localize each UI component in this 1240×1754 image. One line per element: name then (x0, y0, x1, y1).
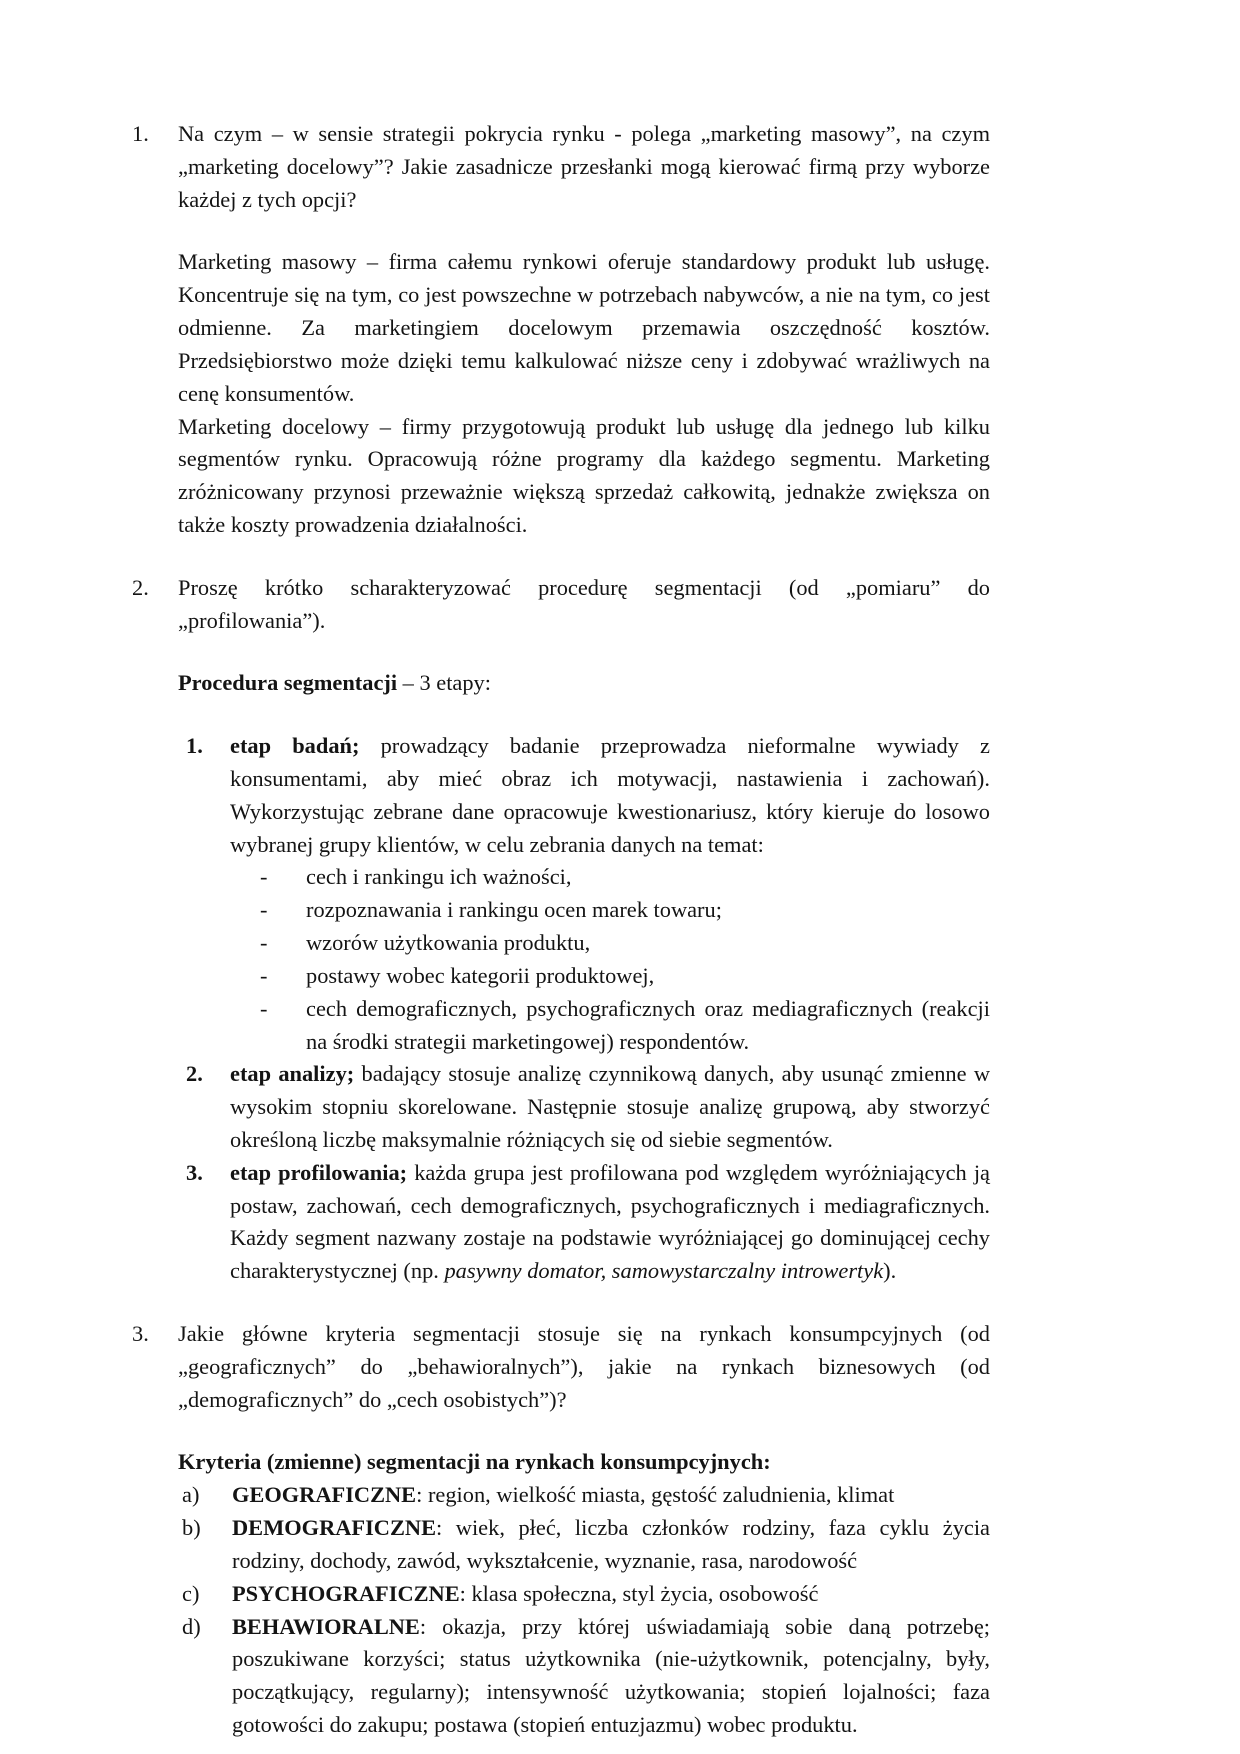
spacer (128, 216, 990, 246)
criteria-text: : klasa społeczna, styl życia, osobowość (459, 1580, 819, 1606)
question-number-1: 1. (132, 121, 149, 146)
dash-bullet-icon: - (260, 962, 268, 988)
question-number-2: 2. (132, 574, 149, 600)
procedure-heading-bold: Procedura segmentacji (178, 670, 398, 696)
answer-block-1 (128, 246, 990, 541)
criteria-item-geographic (178, 1479, 990, 1512)
dash-bullet-icon: - (260, 930, 268, 956)
list-item (254, 861, 990, 894)
step-item-2 (178, 1058, 990, 1156)
list-item-text: cech i rankingu ich ważności, (306, 864, 572, 890)
criteria-text: : okazja, przy której uświadamiają sobie daną potrzebę; poszukiwane korzyści; status użytkownika (nie-użytkownik, potencjalny, były, początkujący, regularny); intensywność użytkowania; stopień lojalności; faza gotowości do zakupu; postawa (stopień entuzjazmu) wobec produktu. (232, 1613, 990, 1737)
document-body (128, 118, 990, 1742)
step-lead-1: etap badań; (230, 733, 360, 759)
paragraph-target-marketing: Marketing docelowy – firmy przygotowują produkt lub usługę dla jednego lub kilku segmentów rynku. Opracowują różne programy dla każdego segmentu. Marketing zróżnicowany przynosi przeważnie większą sprzedaż całkowitą, jednakże zwiększa on także koszty prowadzenia działalności. (178, 413, 990, 537)
list-item-text: cech demograficznych, psychograficznych oraz mediagraficznych (reakcji na środki strategii marketingowej) respondentów. (306, 995, 990, 1054)
step-text-3: każda grupa jest profilowana pod względem wyróżniających ją postaw, zachowań, cech demograficznych, psychograficznych i mediagraficznych. Każdy segment nazwany zostaje na podstawie wyróżniającej go dominującej cechy charakterystycznej (np. (230, 1159, 990, 1284)
step-number-1: 1. (186, 733, 203, 759)
list-item (254, 894, 990, 927)
list-item-text: postawy wobec kategorii produktowej, (306, 962, 655, 988)
step-text-3-tail: ). (883, 1258, 897, 1284)
paragraph-mass-marketing: Marketing masowy – firma całemu rynkowi oferuje standardowy produkt lub usługę. Koncentruje się na tym, co jest powszechne w potrzebach nabywców, a nie na tym, co jest odmienne. Za marketingiem docelowym przemawia oszczędność kosztów. Przedsiębiorstwo może dzięki temu kalkulować niższe ceny i zdobywać wrażliwych na cenę konsumentów. (178, 249, 990, 406)
criteria-item-behavioral (178, 1611, 990, 1742)
procedure-steps (128, 730, 990, 1288)
question-item-2 (128, 572, 990, 638)
spacer (128, 1416, 990, 1446)
list-item (254, 993, 990, 1059)
step-item-3 (178, 1157, 990, 1288)
criteria-marker: b) (182, 1515, 201, 1541)
dash-bullet-icon: - (260, 897, 268, 923)
step-lead-3: etap profilowania; (230, 1159, 408, 1185)
spacer (128, 542, 990, 572)
criteria-marker: a) (182, 1482, 200, 1508)
criteria-text: : region, wielkość miasta, gęstość zaludnienia, klimat (416, 1482, 895, 1508)
step-1-bullet-list (178, 861, 990, 1058)
step-text-3-italic: pasywny domator, samowystarczalny introwertyk (444, 1258, 884, 1284)
question-text-1: Na czym – w sensie strategii pokrycia rynku - polega „marketing masowy”, na czym „marketing docelowy”? Jakie zasadnicze przesłanki mogą kierować firmą przy wyborze każdej z tych opcji? (178, 121, 990, 212)
criteria-label: PSYCHOGRAFICZNE (232, 1580, 460, 1606)
list-item (254, 960, 990, 993)
step-text-2: badający stosuje analizę czynnikową danych, aby usunąć zmienne w wysokim stopniu skorelowane. Następnie stosuje analizę grupową, aby stworzyć określoną liczbę maksymalnie różniących się od siebie segmentów. (230, 1061, 990, 1152)
criteria-list (128, 1479, 990, 1742)
criteria-item-demographic (178, 1512, 990, 1578)
procedure-heading (128, 667, 990, 700)
question-number-3: 3. (132, 1321, 149, 1346)
dash-bullet-icon: - (260, 995, 268, 1021)
question-item-1 (128, 118, 990, 216)
criteria-marker: c) (182, 1580, 200, 1606)
list-item (254, 927, 990, 960)
spacer (128, 637, 990, 667)
question-text-2: Proszę krótko scharakteryzować procedurę segmentacji (od „pomiaru” do „profilowania”). (178, 574, 990, 633)
criteria-text: : wiek, płeć, liczba członków rodziny, faza cyklu życia rodziny, dochody, zawód, wykształcenie, wyznanie, rasa, narodowość (232, 1515, 990, 1573)
dash-bullet-icon: - (260, 864, 268, 890)
step-number-3: 3. (186, 1159, 203, 1185)
criteria-label: DEMOGRAFICZNE (232, 1515, 437, 1541)
step-number-2: 2. (186, 1061, 203, 1087)
step-text-1: prowadzący badanie przeprowadza nieformalne wywiady z konsumentami, aby mieć obraz ich motywacji, nastawienia i zachowań). Wykorzystując zebrane dane opracowuje kwestionariusz, który kieruje do losowo wybranej grupy klientów, w celu zebrania danych na temat: (230, 733, 990, 857)
list-item-text: wzorów użytkowania produktu, (306, 930, 591, 956)
criteria-label: GEOGRAFICZNE (232, 1482, 417, 1508)
question-item-3 (128, 1318, 990, 1416)
criteria-item-psychographic (178, 1578, 990, 1611)
criteria-heading: Kryteria (zmienne) segmentacji na rynkach konsumpcyjnych: (178, 1449, 771, 1475)
list-item-text: rozpoznawania i rankingu ocen marek towaru; (306, 897, 722, 923)
spacer (128, 700, 990, 730)
spacer (128, 1288, 990, 1318)
criteria-marker: d) (182, 1613, 201, 1639)
step-item-1 (178, 730, 990, 861)
criteria-label: BEHAWIORALNE (232, 1613, 420, 1639)
procedure-heading-rest: – 3 etapy: (397, 670, 491, 696)
step-lead-2: etap analizy; (230, 1061, 355, 1087)
question-text-3: Jakie główne kryteria segmentacji stosuje się na rynkach konsumpcyjnych (od „geograficznych” do „behawioralnych”), jakie na rynkach biznesowych (od „demograficznych” do „cech osobistych”)? (178, 1321, 990, 1412)
